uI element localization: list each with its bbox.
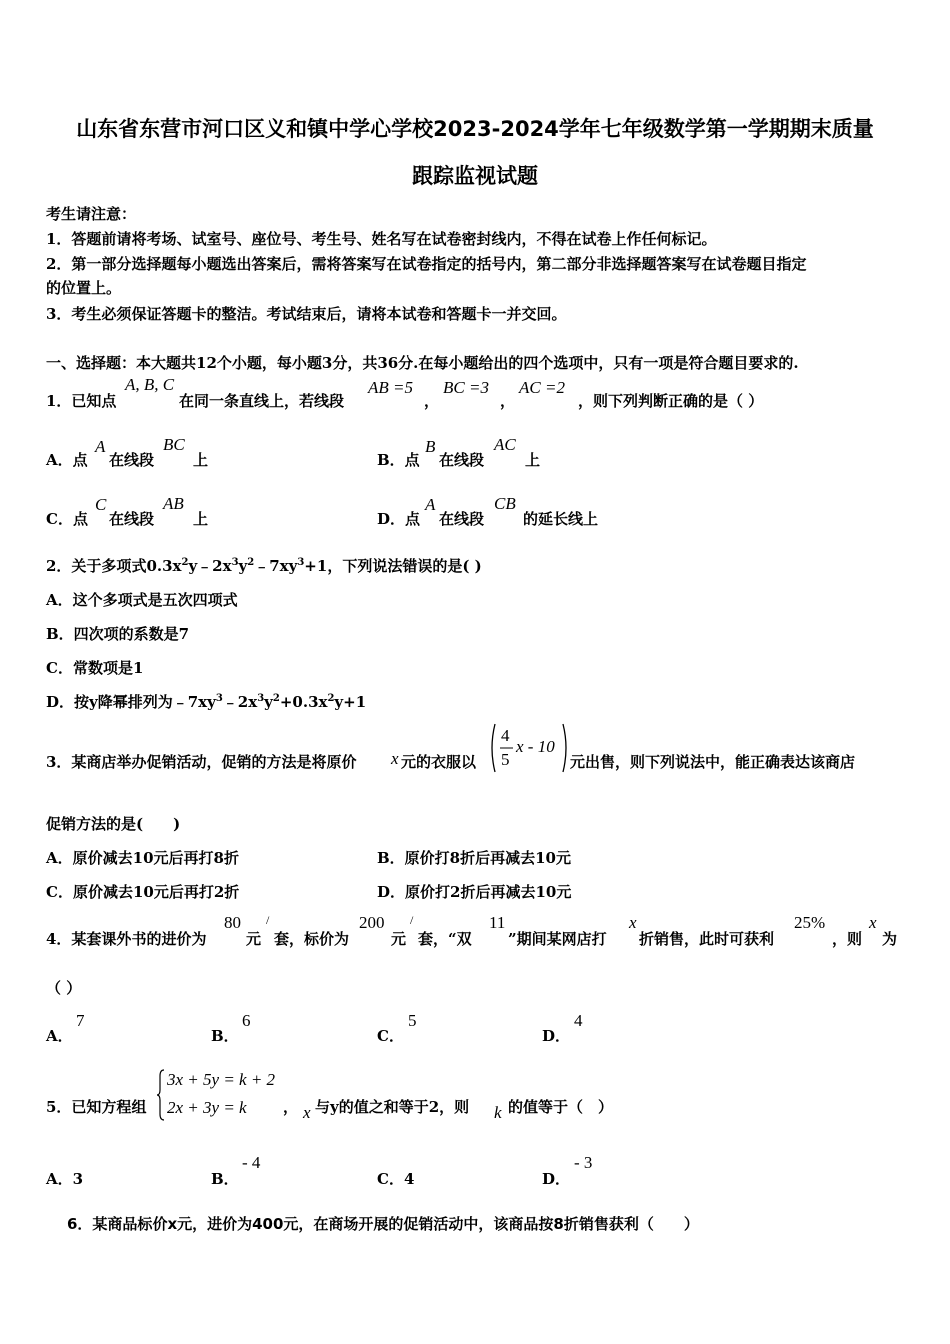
q1-option-d-suffix: 的延长线上 <box>523 510 599 528</box>
q3-expression <box>489 721 569 775</box>
q4-then: ，则 <box>832 930 863 948</box>
q2-option-b: B．四次项的系数是7 <box>46 625 190 643</box>
q4-option-a-label: A． <box>46 1027 73 1045</box>
q4-yuan1: 元 <box>246 930 262 948</box>
q5-option-b-label: B． <box>211 1170 239 1188</box>
q1-option-c-suffix: 上 <box>193 510 209 528</box>
q2-option-c: C．常数项是1 <box>46 659 144 677</box>
q4-mid2: 折销售，此时可获利 <box>639 930 775 948</box>
q5-post: 的值等于（ ） <box>508 1098 614 1116</box>
q1-option-d-point: A <box>425 495 436 514</box>
q5-brace-icon <box>156 1068 166 1122</box>
q1-option-c-point: C <box>95 495 107 514</box>
q1-bc: BC =3 <box>443 378 489 397</box>
title-line2: 跟踪监视试题 <box>412 164 538 188</box>
q1-option-b-segment: AC <box>494 435 516 454</box>
q3-line2: 促销方法的是( ) <box>46 815 181 833</box>
q4-option-d-value: 4 <box>574 1011 583 1030</box>
q3-option-a: A．原价减去10元后再打8折 <box>46 849 239 867</box>
q5-k: k <box>494 1103 502 1122</box>
q1-option-a-point: A <box>95 437 106 456</box>
q1-option-a-segment: BC <box>163 435 185 454</box>
q5-x: x <box>303 1103 311 1122</box>
q1-ab: AB =5 <box>368 378 413 397</box>
q4-option-a-value: 7 <box>76 1011 85 1030</box>
q1-option-b-mid: 在线段 <box>439 451 485 469</box>
q4-percent: 25% <box>794 913 826 932</box>
q3-option-c: C．原价减去10元后再打2折 <box>46 883 240 901</box>
q4-option-b-label: B． <box>211 1027 239 1045</box>
title-line1: 山东省东营市河口区义和镇中学心学校2023-2024学年七年级数学第一学期期末质量 <box>76 117 874 141</box>
q1-points: A, B, C <box>125 375 175 394</box>
q3-option-d: D．原价打2折后再减去10元 <box>377 883 572 901</box>
q1-option-a-prefix: A．点 <box>46 451 88 469</box>
q1-option-d-prefix: D．点 <box>377 510 421 528</box>
q4-option-b-value: 6 <box>242 1011 251 1030</box>
q4-cost: 80 <box>224 913 241 932</box>
q3-x: x <box>391 749 399 768</box>
q4-x2: x <box>869 913 877 932</box>
q2-option-d: D．按y降幂排列为$﹣7xy^3﹣2x^3y^2+0.3x^2y+1$ <box>46 693 367 711</box>
q4-slash2: / <box>410 913 414 927</box>
q1-option-b-prefix: B．点 <box>377 451 420 469</box>
notice-heading: 考生请注意： <box>46 205 137 223</box>
q2-option-a: A．这个多项式是五次四项式 <box>46 591 238 609</box>
q4-eleven: 11 <box>489 913 506 932</box>
q1-prefix: 1．已知点 <box>46 392 117 410</box>
q1-option-b-point: B <box>425 437 436 456</box>
notice-item2a: 2．第一部分选择题每小题选出答案后，需将答案写在试卷指定的括号内，第二部分非选择题答案写在试卷题目指定 <box>46 255 807 273</box>
q3-frac-tail: x - 10 <box>516 737 555 756</box>
q5-comma: ， <box>283 1098 299 1116</box>
q6-stem: 6．某商品标价x元，进价为400元，在商场开展的促销活动中，该商品按8折销售获利（ ） <box>67 1215 699 1233</box>
q4-prefix: 4．某套课外书的进价为 <box>46 930 207 948</box>
q5-prefix: 5．已知方程组 <box>46 1098 147 1116</box>
q3-frac-numerator: 4 <box>501 726 510 745</box>
q5-option-d-label: D． <box>542 1170 571 1188</box>
section1-heading: 一、选择题：本大题共12个小题，每小题3分，共36分.在每小题给出的四个选项中，只有一项是符合题目要求的. <box>46 354 799 372</box>
q5-option-b-value: - 4 <box>242 1153 261 1172</box>
q4-x: x <box>629 913 637 932</box>
q1-option-b-suffix: 上 <box>525 451 541 469</box>
q1-ac: AC =2 <box>519 378 565 397</box>
q5-option-a: A．3 <box>46 1170 84 1188</box>
q5-mid: 与y的值之和等于2，则 <box>315 1098 470 1116</box>
q1-option-d-mid: 在线段 <box>439 510 485 528</box>
q1-comma1: ， <box>424 392 440 410</box>
q1-option-a-mid: 在线段 <box>109 451 155 469</box>
q5-equation1: 3x + 5y = k + 2 <box>167 1070 276 1089</box>
q1-option-c-prefix: C．点 <box>46 510 88 528</box>
q4-slash1: / <box>266 913 270 927</box>
q2-stem: 2．关于多项式$0.3x^2y﹣2x^3y^2﹣7xy^3+1$，下列说法错误的是( ) <box>46 557 482 575</box>
q4-paren: （ ） <box>46 979 82 997</box>
q1-comma2: ， <box>500 392 516 410</box>
q4-price: 200 <box>359 913 385 932</box>
q1-option-d-segment: CB <box>494 494 516 513</box>
notice-item1: 1．答题前请将考场、试室号、座位号、考生号、姓名写在试卷密封线内，不得在试卷上作任何标记。 <box>46 230 717 248</box>
q1-option-c-segment: AB <box>163 494 184 513</box>
q1-option-c-mid: 在线段 <box>109 510 155 528</box>
q4-option-d-label: D． <box>542 1027 571 1045</box>
q3-mid: 元的衣服以 <box>401 753 477 771</box>
q4-wei: 为 <box>882 930 898 948</box>
notice-item3: 3．考生必须保证答题卡的整洁。考试结束后，请将本试卷和答题卡一并交回。 <box>46 305 567 323</box>
q3-option-b: B．原价打8折后再减去10元 <box>377 849 571 867</box>
q1-mid: 在同一条直线上，若线段 <box>179 392 345 410</box>
q4-option-c-label: C． <box>377 1027 404 1045</box>
q3-frac-denominator: 5 <box>501 750 510 769</box>
q4-tao1: 套，标价为 <box>274 930 350 948</box>
q5-option-c: C．4 <box>377 1170 415 1188</box>
q4-option-c-value: 5 <box>408 1011 417 1030</box>
q4-yuan2: 元 <box>391 930 407 948</box>
q1-option-a-suffix: 上 <box>193 451 209 469</box>
q3-prefix: 3．某商店举办促销活动，促销的方法是将原价 <box>46 753 357 771</box>
q3-post: 元出售，则下列说法中，能正确表达该商店 <box>570 753 856 771</box>
q4-tao2: 套，“双 <box>418 930 472 948</box>
q4-mid: ”期间某网店打 <box>508 930 607 948</box>
notice-item2b: 的位置上。 <box>46 279 122 297</box>
q1-suffix: ，则下列判断正确的是（ ） <box>578 392 764 410</box>
q5-equation2: 2x + 3y = k <box>167 1098 247 1117</box>
q5-option-d-value: - 3 <box>574 1153 593 1172</box>
